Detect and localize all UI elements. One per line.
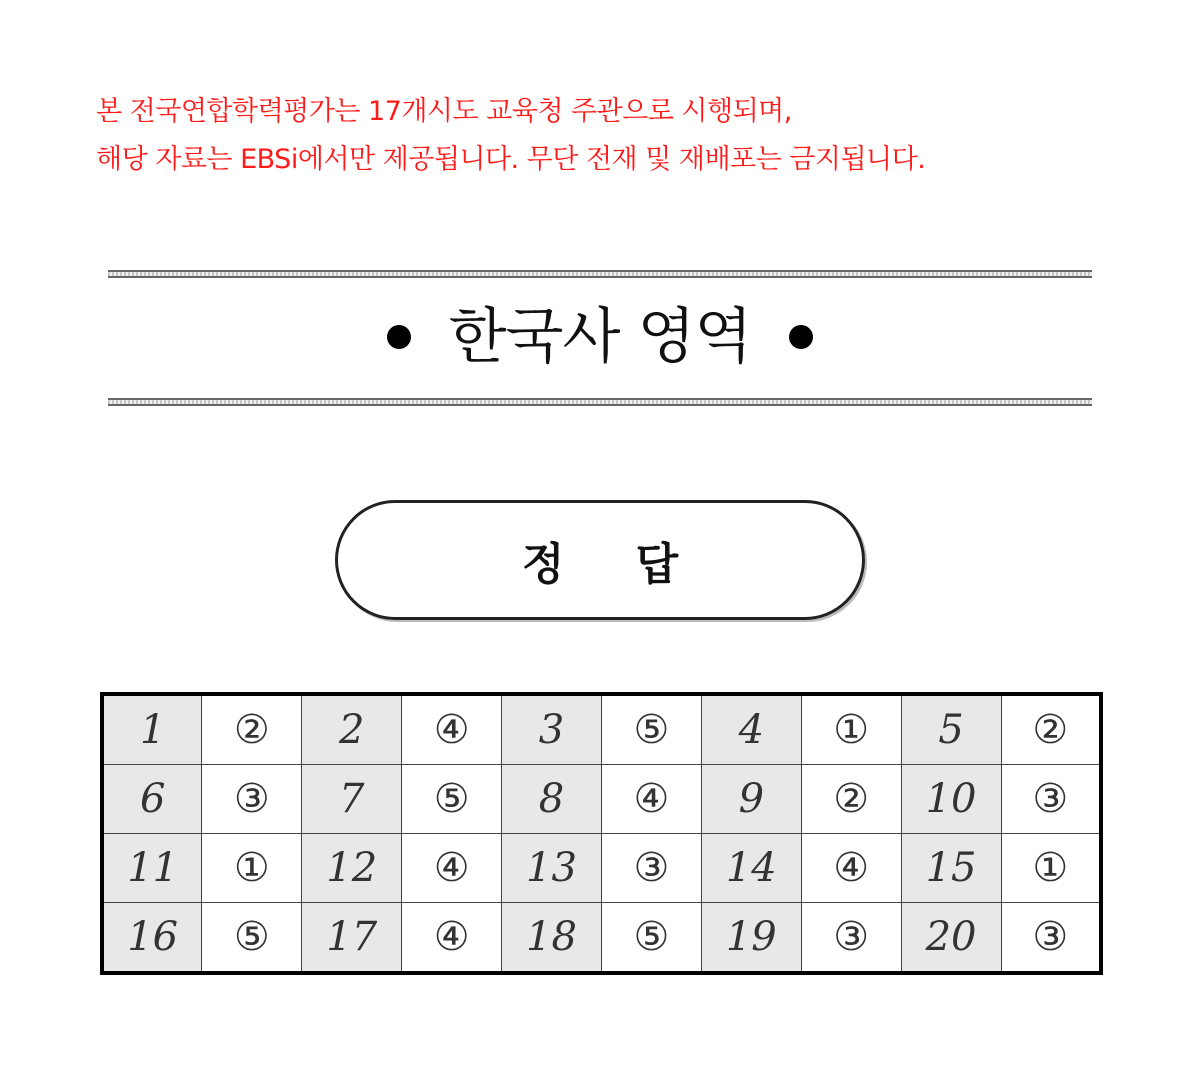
answer-choice: ③ [202, 765, 302, 834]
question-number: 9 [701, 765, 801, 834]
answer-choice: ③ [801, 903, 901, 974]
question-number: 20 [901, 903, 1001, 974]
answer-choice: ① [202, 834, 302, 903]
answer-label: 정 답 [521, 539, 707, 590]
answer-choice: ⑤ [601, 694, 701, 765]
answer-row [102, 834, 1101, 903]
question-number: 17 [302, 903, 402, 974]
answer-choice: ③ [601, 834, 701, 903]
question-number: 18 [502, 903, 602, 974]
notice-line-2: 해당 자료는 EBSi에서만 제공됩니다. 무단 전재 및 재배포는 금지됩니다. [96, 144, 926, 175]
answer-choice: ⑤ [601, 903, 701, 974]
answer-choice: ① [1001, 834, 1101, 903]
question-number: 11 [102, 834, 202, 903]
question-number: 6 [102, 765, 202, 834]
answer-choice: ③ [1001, 765, 1101, 834]
answer-choice: ④ [402, 903, 502, 974]
answer-row [102, 903, 1101, 974]
title-bottom-rule [108, 398, 1092, 406]
copyright-notice [96, 88, 925, 184]
question-number: 12 [302, 834, 402, 903]
section-title-block [108, 270, 1092, 408]
answer-choice: ② [202, 694, 302, 765]
right-bullet-icon [789, 325, 813, 349]
left-bullet-icon [387, 325, 411, 349]
answer-table-body [102, 694, 1101, 973]
title-top-rule [108, 270, 1092, 278]
answer-choice: ③ [1001, 903, 1101, 974]
question-number: 16 [102, 903, 202, 974]
answer-choice: ④ [402, 694, 502, 765]
question-number: 13 [502, 834, 602, 903]
title-row [108, 294, 1092, 380]
question-number: 15 [901, 834, 1001, 903]
answer-choice: ⑤ [402, 765, 502, 834]
answer-choice: ④ [801, 834, 901, 903]
answer-choice: ② [801, 765, 901, 834]
page-title: 한국사 영역 [448, 302, 752, 372]
answer-table [100, 692, 1103, 975]
answer-choice: ④ [402, 834, 502, 903]
question-number: 2 [302, 694, 402, 765]
answer-row [102, 694, 1101, 765]
question-number: 5 [901, 694, 1001, 765]
answer-choice: ① [801, 694, 901, 765]
answer-choice: ④ [601, 765, 701, 834]
question-number: 7 [302, 765, 402, 834]
question-number: 14 [701, 834, 801, 903]
notice-line-1: 본 전국연합학력평가는 17개시도 교육청 주관으로 시행되며, [96, 96, 792, 127]
answer-choice: ② [1001, 694, 1101, 765]
question-number: 4 [701, 694, 801, 765]
question-number: 8 [502, 765, 602, 834]
question-number: 10 [901, 765, 1001, 834]
answer-choice: ⑤ [202, 903, 302, 974]
answer-row [102, 765, 1101, 834]
answer-label-badge [335, 500, 865, 620]
question-number: 1 [102, 694, 202, 765]
question-number: 19 [701, 903, 801, 974]
question-number: 3 [502, 694, 602, 765]
